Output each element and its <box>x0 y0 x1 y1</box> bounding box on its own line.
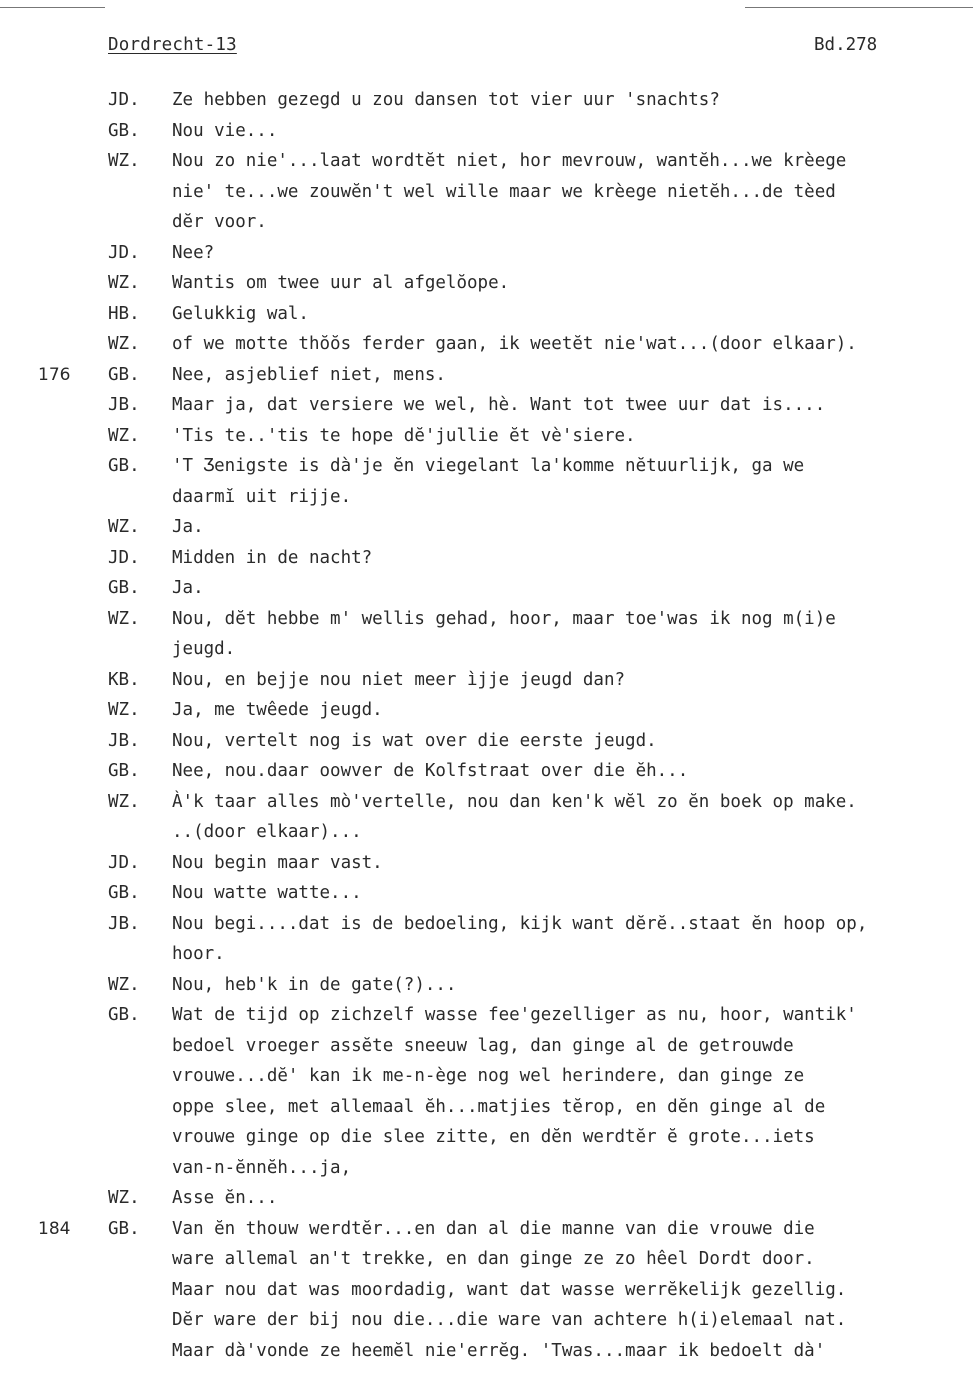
utterance-text: Nou watte watte... <box>172 883 362 903</box>
utterance-text: hoor. <box>172 944 225 964</box>
utterance-text: Ze hebben gezegd u zou dansen tot vier uur 'snachts? <box>172 90 720 110</box>
speaker-code: GB. <box>108 364 140 385</box>
transcript-line <box>0 268 973 299</box>
transcript-line <box>0 360 973 391</box>
transcript-line <box>0 238 973 269</box>
utterance-text: Nou, vertelt nog is wat over die eerste jeugd. <box>172 730 657 751</box>
transcript-line <box>0 482 973 513</box>
utterance-text: Maar ja, dat versiere we wel, hè. Want tot twee uur dat is.... <box>172 395 826 415</box>
transcript-line <box>0 665 973 696</box>
utterance-text: Nou begi....dat is de bedoeling, kijk want dĕrĕ..staat ĕn hoop op, <box>172 913 868 934</box>
utterance-text: daarmĭ uit rijje. <box>172 486 352 507</box>
utterance-text: Nou, en bejje nou niet meer ìjje jeugd dan? <box>172 669 626 690</box>
speaker-code: GB. <box>108 1218 140 1239</box>
speaker-code: KB. <box>108 669 140 690</box>
transcript-line <box>0 1153 973 1184</box>
transcript-line <box>0 1000 973 1031</box>
transcript-line <box>0 543 973 574</box>
utterance-text: Nou begin maar vast. <box>172 852 383 873</box>
transcript-line <box>0 695 973 726</box>
transcript-line <box>0 848 973 879</box>
utterance-text: ware allemal an't trekke, en dan ginge ze zo hêel Dordt door. <box>172 1249 815 1269</box>
utterance-text: nie' te...we zouwĕn't wel wille maar we krèege nietĕh...de tèed <box>172 181 836 202</box>
transcript-line <box>0 756 973 787</box>
transcript-line <box>0 878 973 909</box>
speaker-code: WZ. <box>108 151 140 171</box>
speaker-code: WZ. <box>108 608 140 629</box>
top-rule-left <box>0 7 105 8</box>
utterance-text: ..(door elkaar)... <box>172 822 362 842</box>
utterance-text: Nou, dĕt hebbe m' wellis gehad, hoor, maar toe'was ik nog m(i)e <box>172 608 836 629</box>
utterance-text: Asse ĕn... <box>172 1188 278 1208</box>
page-header-volume: Bd.278 <box>814 35 878 55</box>
utterance-text: oppe slee, met allemaal ĕh...matjies tĕrop, en dĕn ginge al de <box>172 1096 826 1117</box>
transcript-body <box>0 85 973 1366</box>
transcript-line <box>0 1061 973 1092</box>
utterance-text: Maar dà'vonde ze heemĕl nie'errĕg. 'Twas...maar ik bedoelt dà' <box>172 1340 826 1361</box>
transcript-line <box>0 726 973 757</box>
transcript-line <box>0 787 973 818</box>
speaker-code: WZ. <box>108 700 140 720</box>
utterance-text: Nee? <box>172 242 215 263</box>
transcript-line <box>0 1122 973 1153</box>
speaker-code: JB. <box>108 913 140 934</box>
utterance-text: Ja, me twêede jeugd. <box>172 700 383 720</box>
speaker-code: WZ. <box>108 1188 140 1208</box>
speaker-code: GB. <box>108 456 140 476</box>
utterance-text: À'k taar alles mò'vertelle, nou dan ken'k wĕl zo ĕn boek op make. <box>172 791 857 812</box>
transcript-line <box>0 1031 973 1062</box>
speaker-code: GB. <box>108 1005 140 1025</box>
line-number: 184 <box>38 1218 71 1239</box>
speaker-code: JD. <box>108 90 140 110</box>
utterance-text: Maar nou dat was moordadig, want dat wasse werrĕkelijk gezellig. <box>172 1279 847 1300</box>
utterance-text: of we motte thŏŏs ferder gaan, ik weetĕt nie'wat...(door elkaar). <box>172 334 857 354</box>
transcript-line <box>0 146 973 177</box>
transcript-line <box>0 85 973 116</box>
transcript-line <box>0 1305 973 1336</box>
speaker-code: JB. <box>108 395 140 415</box>
utterance-text: Wantis om twee uur al afgelŏope. <box>172 273 510 293</box>
speaker-code: WZ. <box>108 974 140 995</box>
utterance-text: Nou zo nie'...laat wordtĕt niet, hor mevrouw, wantĕh...we krèege <box>172 151 847 171</box>
speaker-code: GB. <box>108 578 140 598</box>
transcript-line <box>0 939 973 970</box>
utterance-text: bedoel vroeger assĕte sneeuw lag, dan ginge al de getrouwde <box>172 1035 794 1056</box>
utterance-text: Dĕr ware der bij nou die...die ware van achtere h(i)elemaal nat. <box>172 1310 847 1330</box>
speaker-code: HB. <box>108 303 140 324</box>
utterance-text: van-n-ĕnnĕh...ja, <box>172 1157 352 1178</box>
utterance-text: vrouwe...dĕ' kan ik me-n-ège nog wel herindere, dan ginge ze <box>172 1066 805 1086</box>
utterance-text: vrouwe ginge op die slee zitte, en dĕn werdtĕr ĕ grote...iets <box>172 1127 815 1147</box>
utterance-text: Nee, nou.daar oowver de Kolfstraat over die ĕh... <box>172 761 689 781</box>
transcript-line <box>0 1092 973 1123</box>
utterance-text: dĕr voor. <box>172 212 267 232</box>
line-number: 176 <box>38 364 71 385</box>
utterance-text: Van ĕn thouw werdtĕr...en dan al die manne van die vrouwe die <box>172 1218 815 1239</box>
transcript-line <box>0 1275 973 1306</box>
transcript-line <box>0 512 973 543</box>
transcript-line <box>0 604 973 635</box>
speaker-code: GB. <box>108 120 140 141</box>
transcript-line <box>0 390 973 421</box>
speaker-code: JD. <box>108 852 140 873</box>
utterance-text: Gelukkig wal. <box>172 303 309 324</box>
transcript-line <box>0 1244 973 1275</box>
utterance-text: 'T Ʒenigste is dà'je ĕn viegelant la'komme nĕtuurlijk, ga we <box>172 456 805 476</box>
speaker-code: JD. <box>108 547 140 568</box>
transcript-line <box>0 207 973 238</box>
transcript-line <box>0 970 973 1001</box>
speaker-code: WZ. <box>108 791 140 812</box>
transcript-line <box>0 451 973 482</box>
transcript-line <box>0 634 973 665</box>
utterance-text: Ja. <box>172 517 204 537</box>
speaker-code: WZ. <box>108 425 140 446</box>
speaker-code: GB. <box>108 761 140 781</box>
utterance-text: 'Tis te..'tis te hope dĕ'jullie ĕt vè'siere. <box>172 425 636 446</box>
utterance-text: Wat de tijd op zichzelf wasse fee'gezelliger as nu, hoor, wantik' <box>172 1005 857 1025</box>
transcript-line <box>0 1336 973 1367</box>
transcript-line <box>0 116 973 147</box>
utterance-text: Midden in de nacht? <box>172 547 373 568</box>
utterance-text: jeugd. <box>172 639 236 659</box>
transcript-line <box>0 177 973 208</box>
utterance-text: Nou vie... <box>172 120 278 141</box>
speaker-code: WZ. <box>108 334 140 354</box>
transcript-line <box>0 573 973 604</box>
utterance-text: Nee, asjeblief niet, mens. <box>172 364 446 385</box>
top-rule-right <box>745 7 973 8</box>
transcript-line <box>0 1183 973 1214</box>
speaker-code: WZ. <box>108 273 140 293</box>
transcript-line <box>0 1214 973 1245</box>
transcript-line <box>0 817 973 848</box>
utterance-text: Nou, heb'k in de gate(?)... <box>172 974 457 995</box>
transcript-line <box>0 329 973 360</box>
transcript-line <box>0 299 973 330</box>
transcript-line <box>0 421 973 452</box>
speaker-code: JB. <box>108 730 140 751</box>
page-header-title: Dordrecht-13 <box>108 35 237 55</box>
speaker-code: WZ. <box>108 517 140 537</box>
speaker-code: JD. <box>108 242 140 263</box>
speaker-code: GB. <box>108 883 140 903</box>
transcript-line <box>0 909 973 940</box>
utterance-text: Ja. <box>172 578 204 598</box>
